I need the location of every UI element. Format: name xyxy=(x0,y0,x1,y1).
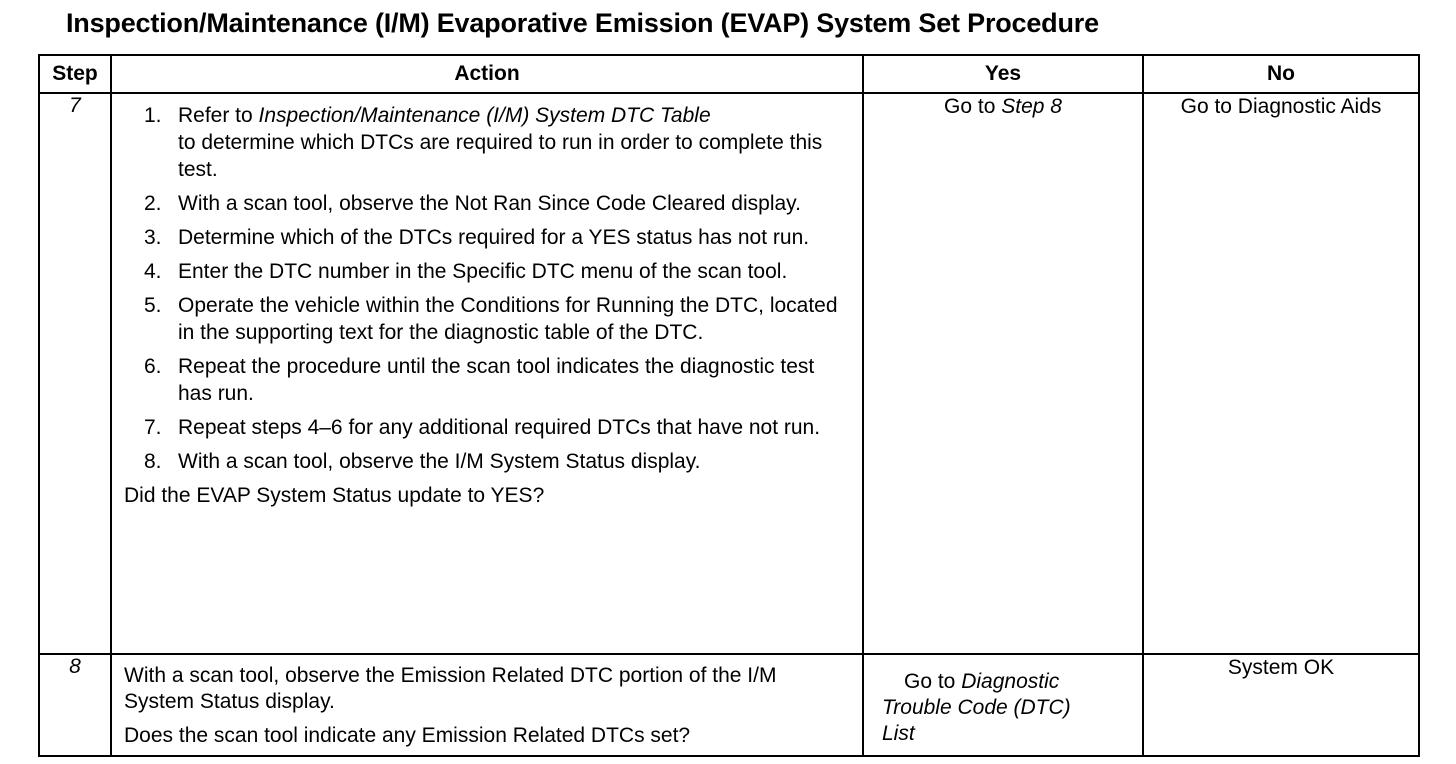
procedure-table xyxy=(38,54,1420,757)
action-text: With a scan tool, observe the Emission Related DTC portion of the I/M System Status display. xyxy=(124,664,777,713)
step-question: Did the EVAP System Status update to YES? xyxy=(124,484,545,507)
no-result: Go to Diagnostic Aids xyxy=(1180,95,1382,118)
no-cell xyxy=(1143,654,1419,756)
table-reference: Inspection/Maintenance (I/M) System DTC Table xyxy=(258,104,711,127)
page-title: Inspection/Maintenance (I/M) Evaporative Emission (EVAP) System Set Procedure xyxy=(66,8,1099,38)
action-cell xyxy=(111,93,863,654)
list-item: 2. With a scan tool, observe the Not Ran Since Code Cleared display. xyxy=(144,192,801,215)
list-item: 1. Refer to Inspection/Maintenance (I/M) System DTC Table to determine which DTCs are required to run in order to complete this test. xyxy=(144,104,823,181)
no-cell xyxy=(1143,93,1419,654)
list-item: 6. Repeat the procedure until the scan tool indicates the diagnostic test has run. xyxy=(144,355,815,405)
table-header-row xyxy=(39,55,1419,93)
yes-cell xyxy=(863,93,1143,654)
list-item: 3. Determine which of the DTCs required for a YES status has not run. xyxy=(144,226,810,249)
step-question: Does the scan tool indicate any Emission Related DTCs set? xyxy=(124,724,691,747)
step-number: 8 xyxy=(39,654,111,756)
table-row-step-7 xyxy=(39,93,1419,654)
list-item: 5. Operate the vehicle within the Conditions for Running the DTC, located in the supporting text for the diagnostic table of the DTC. xyxy=(144,294,838,344)
action-cell xyxy=(111,654,863,756)
yes-result: Go to Step 8 xyxy=(944,95,1062,118)
step-link: Step 8 xyxy=(1001,95,1062,118)
yes-result: Go to Diagnostic Trouble Code (DTC) List xyxy=(882,670,1071,745)
table-row-step-8 xyxy=(39,654,1419,756)
yes-cell xyxy=(863,654,1143,756)
list-item: 8. With a scan tool, observe the I/M System Status display. xyxy=(144,450,701,473)
action-list xyxy=(124,102,852,475)
header-no: No xyxy=(1143,55,1419,93)
step-number: 7 xyxy=(39,93,111,654)
header-action: Action xyxy=(111,55,863,93)
no-result: System OK xyxy=(1227,656,1335,679)
header-step: Step xyxy=(39,55,111,93)
header-yes: Yes xyxy=(863,55,1143,93)
list-item: 7. Repeat steps 4–6 for any additional required DTCs that have not run. xyxy=(144,416,821,439)
list-item: 4. Enter the DTC number in the Specific DTC menu of the scan tool. xyxy=(144,260,788,283)
